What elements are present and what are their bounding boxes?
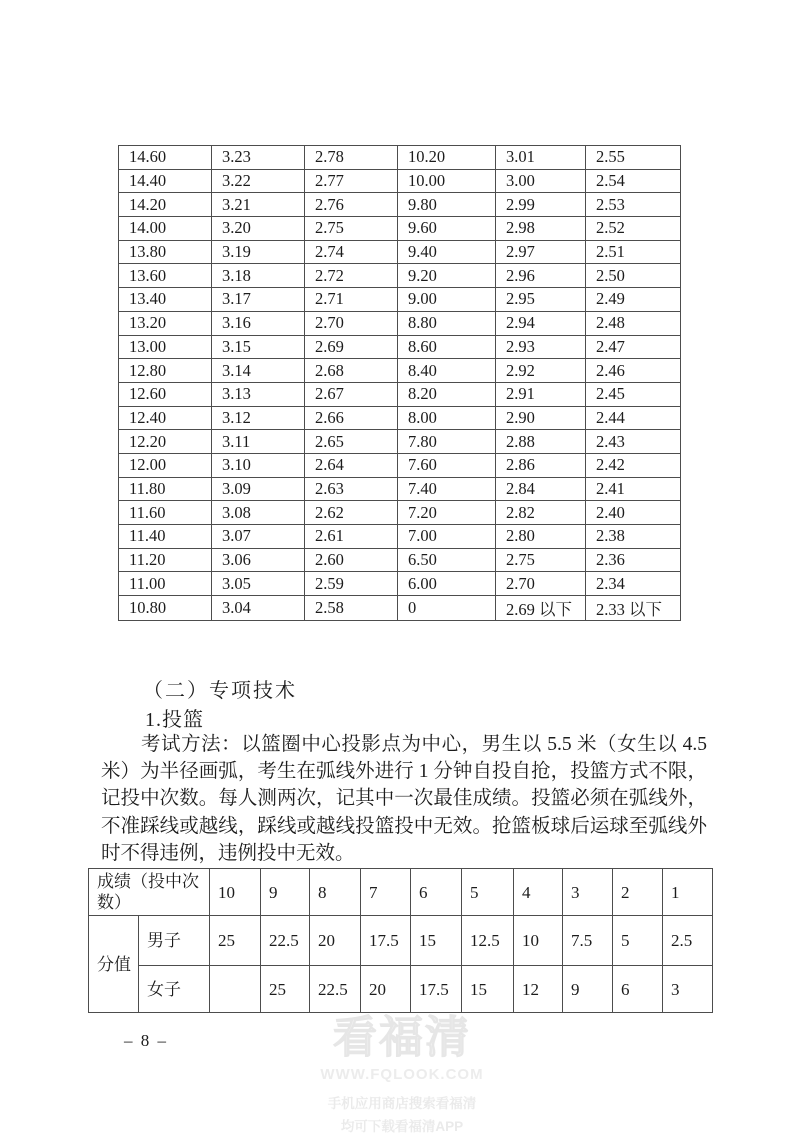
score-table-cell: 3.18 (212, 264, 305, 288)
score-table-cell: 2.34 (586, 572, 681, 596)
value-cell: 15 (411, 916, 462, 966)
value-cell: 15 (462, 966, 514, 1013)
header-value-cell: 6 (411, 869, 462, 916)
value-cell: 25 (261, 966, 310, 1013)
score-table-cell: 2.82 (496, 501, 586, 525)
score-table-cell: 2.91 (496, 382, 586, 406)
score-table-cell: 11.20 (119, 548, 212, 572)
score-table-cell: 2.97 (496, 240, 586, 264)
page-number: – 8 – (124, 1031, 168, 1050)
score-table-row (119, 525, 681, 549)
watermark-logo-text: 看福清 (333, 1013, 471, 1062)
score-table-cell: 2.80 (496, 525, 586, 549)
score-table-cell: 2.69 以下 (496, 596, 586, 621)
score-table-cell: 9.60 (398, 217, 496, 241)
score-table-cell: 2.99 (496, 193, 586, 217)
score-table-cell: 12.20 (119, 430, 212, 454)
score-table-cell: 6.50 (398, 548, 496, 572)
score-table-cell: 8.80 (398, 311, 496, 335)
score-table-cell: 14.00 (119, 217, 212, 241)
score-table-cell: 2.74 (305, 240, 398, 264)
score-table-cell: 3.08 (212, 501, 305, 525)
score-table-cell: 12.80 (119, 359, 212, 383)
score-table-row (119, 264, 681, 288)
score-table-cell: 2.69 (305, 335, 398, 359)
score-table-cell: 13.60 (119, 264, 212, 288)
score-table-cell: 10.00 (398, 169, 496, 193)
score-table-row (119, 382, 681, 406)
score-table-cell: 3.11 (212, 430, 305, 454)
score-table-cell: 2.77 (305, 169, 398, 193)
group-label-cell: 分值 (89, 916, 139, 1013)
header-value-cell: 5 (462, 869, 514, 916)
value-cell: 3 (663, 966, 713, 1013)
value-cell: 12 (514, 966, 563, 1013)
score-table-cell: 7.20 (398, 501, 496, 525)
value-cell: 22.5 (310, 966, 361, 1013)
watermark-caption-line2: 均可下载看福清APP (340, 1118, 464, 1133)
score-table-cell: 3.13 (212, 382, 305, 406)
score-table-cell: 3.09 (212, 477, 305, 501)
score-table-body (119, 146, 681, 621)
value-cell: 5 (613, 916, 663, 966)
score-table-cell: 2.78 (305, 146, 398, 170)
score-table-cell: 2.93 (496, 335, 586, 359)
score-table-cell: 7.60 (398, 453, 496, 477)
score-table-cell: 9.80 (398, 193, 496, 217)
score-table-cell: 2.49 (586, 288, 681, 312)
value-cell (210, 966, 261, 1013)
score-table-cell: 3.14 (212, 359, 305, 383)
score-table-row (119, 572, 681, 596)
score-table-cell: 7.00 (398, 525, 496, 549)
score-table-cell: 3.23 (212, 146, 305, 170)
score-table-cell: 3.05 (212, 572, 305, 596)
score-table-cell: 3.17 (212, 288, 305, 312)
score-table-cell: 2.41 (586, 477, 681, 501)
male-score-row (89, 916, 713, 966)
score-table-row (119, 548, 681, 572)
score-table-cell: 3.00 (496, 169, 586, 193)
score-table-row (119, 288, 681, 312)
score-table-cell: 2.96 (496, 264, 586, 288)
score-table-cell: 12.00 (119, 453, 212, 477)
score-table-cell: 10.20 (398, 146, 496, 170)
score-table-cell: 2.88 (496, 430, 586, 454)
score-table-cell: 2.50 (586, 264, 681, 288)
score-table-cell: 10.80 (119, 596, 212, 621)
row-label-cell: 男子 (139, 916, 210, 966)
score-table-row (119, 359, 681, 383)
score-table-cell: 2.94 (496, 311, 586, 335)
header-value-cell: 9 (261, 869, 310, 916)
score-table-cell: 2.60 (305, 548, 398, 572)
header-label-cell: 成绩（投中次数） (89, 869, 210, 916)
score-table-cell: 8.60 (398, 335, 496, 359)
score-table-cell: 2.52 (586, 217, 681, 241)
score-table-cell: 2.47 (586, 335, 681, 359)
score-table-cell: 3.10 (212, 453, 305, 477)
score-table-cell: 2.33 以下 (586, 596, 681, 621)
value-cell: 25 (210, 916, 261, 966)
score-table-cell: 3.21 (212, 193, 305, 217)
score-table-cell: 2.40 (586, 501, 681, 525)
score-table-cell: 3.20 (212, 217, 305, 241)
score-table-cell: 2.95 (496, 288, 586, 312)
score-table-cell: 11.80 (119, 477, 212, 501)
score-table-cell: 12.40 (119, 406, 212, 430)
score-table-cell: 2.84 (496, 477, 586, 501)
score-table-row (119, 406, 681, 430)
header-value-cell: 10 (210, 869, 261, 916)
score-table-cell: 2.72 (305, 264, 398, 288)
score-table-cell: 2.64 (305, 453, 398, 477)
score-table-row (119, 169, 681, 193)
value-cell: 6 (613, 966, 663, 1013)
section-subheading: 1.投篮 (145, 709, 204, 731)
value-cell: 17.5 (411, 966, 462, 1013)
value-cell: 20 (361, 966, 411, 1013)
score-table-cell: 2.53 (586, 193, 681, 217)
score-table-row (119, 240, 681, 264)
score-table-row (119, 596, 681, 621)
score-table-cell: 2.48 (586, 311, 681, 335)
score-table-cell: 3.01 (496, 146, 586, 170)
score-table-cell: 7.40 (398, 477, 496, 501)
score-table-cell: 2.45 (586, 382, 681, 406)
score-table-cell: 2.59 (305, 572, 398, 596)
score-table-cell: 14.60 (119, 146, 212, 170)
header-value-cell: 1 (663, 869, 713, 916)
score-table-cell: 8.00 (398, 406, 496, 430)
score-table-cell: 3.22 (212, 169, 305, 193)
score-table (118, 145, 681, 621)
score-table-cell: 2.66 (305, 406, 398, 430)
score-table-cell: 2.76 (305, 193, 398, 217)
shooting-score-table (88, 868, 713, 1013)
header-value-cell: 2 (613, 869, 663, 916)
header-value-cell: 8 (310, 869, 361, 916)
value-cell: 10 (514, 916, 563, 966)
score-table-row (119, 311, 681, 335)
value-cell: 2.5 (663, 916, 713, 966)
score-table-cell: 2.71 (305, 288, 398, 312)
score-table-cell: 13.20 (119, 311, 212, 335)
score-table-cell: 9.20 (398, 264, 496, 288)
value-cell: 9 (563, 966, 613, 1013)
female-score-row (89, 966, 713, 1013)
score-table-cell: 3.19 (212, 240, 305, 264)
score-table-cell: 2.58 (305, 596, 398, 621)
score-table-row (119, 501, 681, 525)
score-table-cell: 14.40 (119, 169, 212, 193)
header-row (89, 869, 713, 916)
score-table-cell: 8.20 (398, 382, 496, 406)
score-table-cell: 13.80 (119, 240, 212, 264)
score-table-cell: 2.46 (586, 359, 681, 383)
score-table-cell: 2.61 (305, 525, 398, 549)
score-table-cell: 2.51 (586, 240, 681, 264)
watermark (318, 1012, 486, 1133)
score-table-cell: 9.00 (398, 288, 496, 312)
score-table-cell: 2.38 (586, 525, 681, 549)
score-table-cell: 2.98 (496, 217, 586, 241)
test-method-paragraph: 考试方法：以篮圈中心投影点为中心，男生以 5.5 米（女生以 4.5 米）为半径画弧，考生在弧线外进行 1 分钟自投自抢，投篮方式不限，记投中次数。每人测两次，记其中一次最佳成绩。投篮必须在弧线外，不准踩线或越线，踩线或越线投篮投中无效。抢篮板球后运球至弧线外时不得违例，违例投中无效。 (101, 734, 707, 864)
header-value-cell: 7 (361, 869, 411, 916)
score-table-cell: 2.90 (496, 406, 586, 430)
value-cell: 7.5 (563, 916, 613, 966)
value-cell: 12.5 (462, 916, 514, 966)
value-cell: 20 (310, 916, 361, 966)
watermark-url: WWW.FQLOOK.COM (320, 1065, 484, 1083)
score-table-row (119, 217, 681, 241)
score-table-cell: 2.75 (496, 548, 586, 572)
score-table-cell: 3.12 (212, 406, 305, 430)
score-table-cell: 12.60 (119, 382, 212, 406)
score-table-cell: 6.00 (398, 572, 496, 596)
score-table-cell: 2.92 (496, 359, 586, 383)
score-table-row (119, 430, 681, 454)
score-table-cell: 2.36 (586, 548, 681, 572)
score-table-cell: 2.54 (586, 169, 681, 193)
score-table-cell: 2.55 (586, 146, 681, 170)
score-table-cell: 14.20 (119, 193, 212, 217)
score-table-cell: 13.40 (119, 288, 212, 312)
score-table-cell: 2.63 (305, 477, 398, 501)
score-table-cell: 3.04 (212, 596, 305, 621)
score-table-cell: 2.62 (305, 501, 398, 525)
score-table-cell: 2.67 (305, 382, 398, 406)
score-table-cell: 2.65 (305, 430, 398, 454)
score-table-row (119, 453, 681, 477)
watermark-caption-line1: 手机应用商店搜索看福清 (327, 1095, 477, 1111)
score-table-cell: 11.40 (119, 525, 212, 549)
score-table-cell: 8.40 (398, 359, 496, 383)
score-table-cell: 7.80 (398, 430, 496, 454)
score-table-row (119, 193, 681, 217)
value-cell: 17.5 (361, 916, 411, 966)
score-table-cell: 3.15 (212, 335, 305, 359)
score-table-row (119, 477, 681, 501)
score-table-cell: 11.00 (119, 572, 212, 596)
score-table-cell: 2.86 (496, 453, 586, 477)
score-table-cell: 3.07 (212, 525, 305, 549)
score-table-cell: 2.75 (305, 217, 398, 241)
score-table-cell: 2.70 (496, 572, 586, 596)
score-table-row (119, 146, 681, 170)
score-table-cell: 9.40 (398, 240, 496, 264)
score-table-cell: 2.44 (586, 406, 681, 430)
score-table-cell: 3.06 (212, 548, 305, 572)
score-table-cell: 0 (398, 596, 496, 621)
score-table-cell: 2.70 (305, 311, 398, 335)
score-table-cell: 2.42 (586, 453, 681, 477)
value-cell: 22.5 (261, 916, 310, 966)
score-table-cell: 11.60 (119, 501, 212, 525)
header-value-cell: 3 (563, 869, 613, 916)
score-table-cell: 2.43 (586, 430, 681, 454)
score-table-row (119, 335, 681, 359)
section-heading: （二）专项技术 (143, 680, 297, 702)
score-table-cell: 2.68 (305, 359, 398, 383)
score-table-cell: 3.16 (212, 311, 305, 335)
score-table-cell: 13.00 (119, 335, 212, 359)
header-value-cell: 4 (514, 869, 563, 916)
row-label-cell: 女子 (139, 966, 210, 1013)
